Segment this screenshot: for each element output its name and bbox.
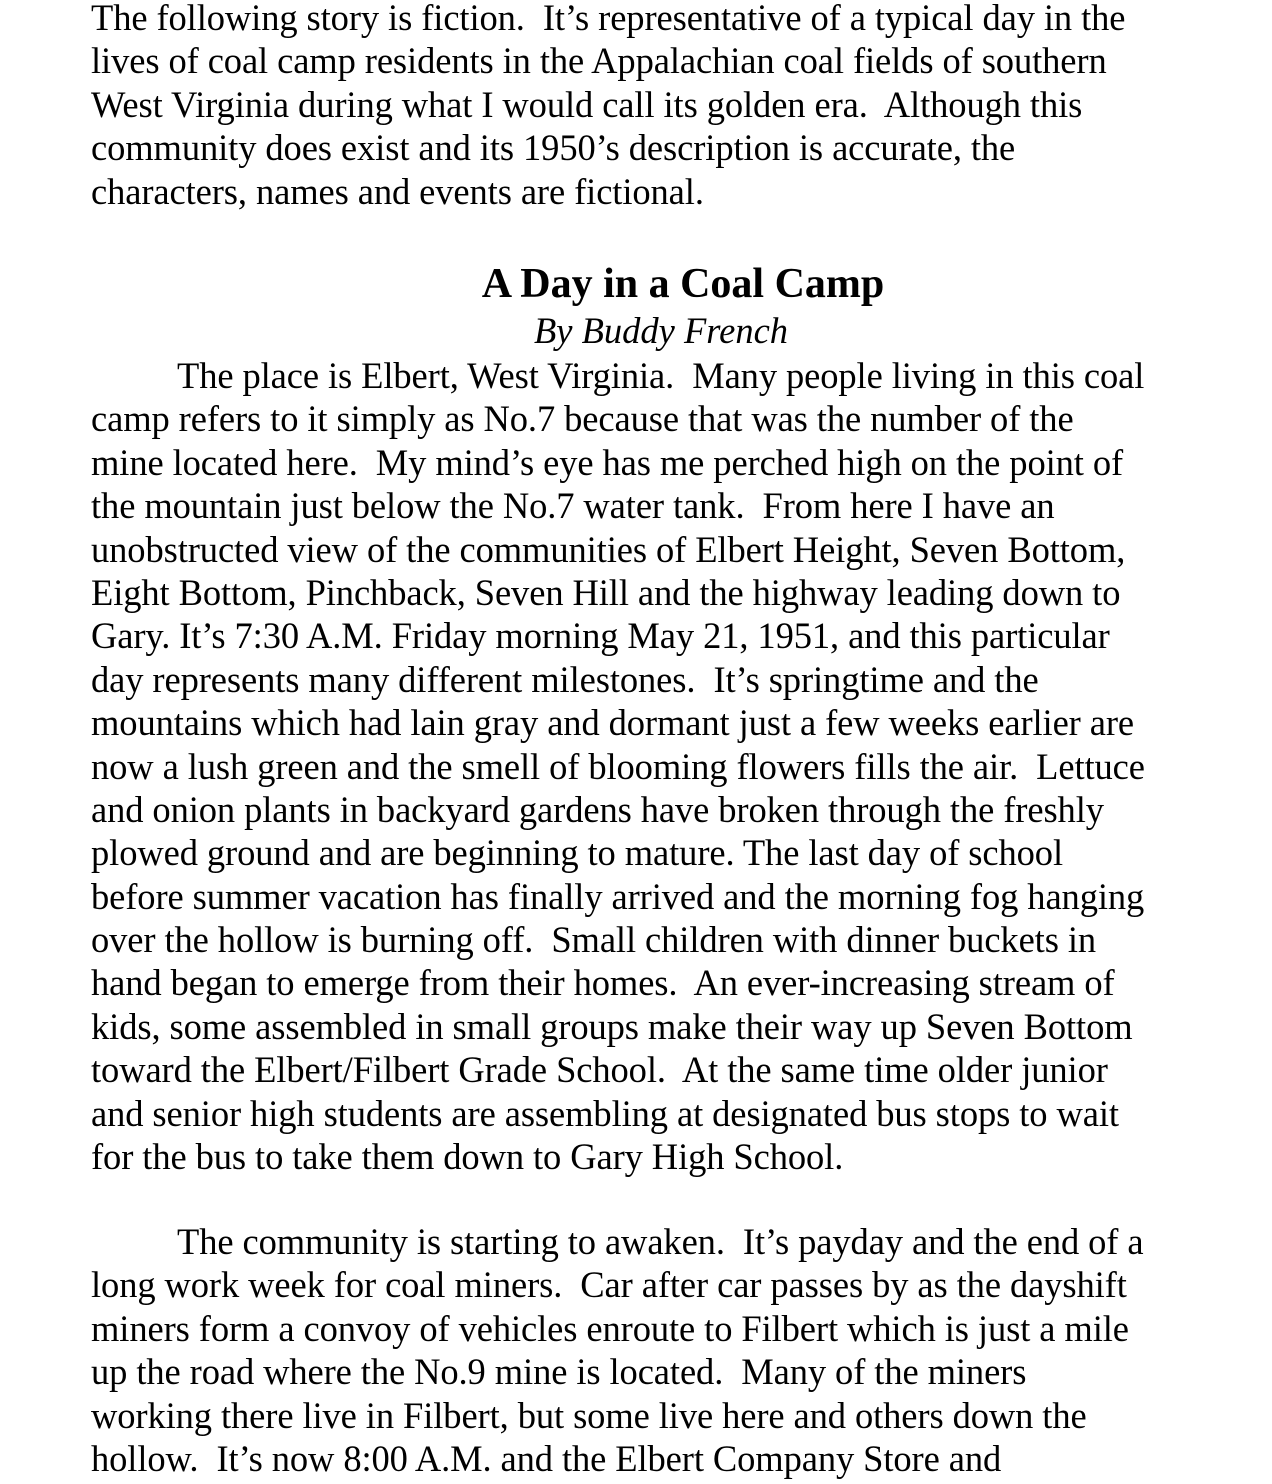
paragraph-line: hand began to emerge from their homes. An ever-increasing stream of	[91, 962, 1115, 1004]
paragraph-line: working there live in Filbert, but some live here and others down the	[91, 1394, 1087, 1436]
story-title: A Day in a Coal Camp	[481, 261, 885, 307]
paragraph-line: over the hollow is burning off. Small children with dinner buckets in	[91, 919, 1097, 961]
paragraph-line: plowed ground and are beginning to mature. The last day of school	[91, 832, 1063, 874]
paragraph-line: hollow. It’s now 8:00 A.M. and the Elbert Company Store and	[91, 1437, 1002, 1479]
paragraph-line: The place is Elbert, West Virginia. Many people living in this coal	[177, 355, 1145, 396]
paragraph-line: for the bus to take them down to Gary High School.	[91, 1136, 844, 1178]
intro-line: community does exist and its 1950’s description is accurate, the	[91, 127, 1016, 169]
body-paragraph-2	[91, 1220, 1143, 1480]
intro-line: characters, names and events are fictional.	[91, 170, 704, 212]
paragraph-line: The community is starting to awaken. It’s payday and the end of a	[177, 1221, 1144, 1262]
paragraph-line: mountains which had lain gray and dormant just a few weeks earlier are	[91, 702, 1135, 744]
intro-line: West Virginia during what I would call its golden era. Although this	[91, 83, 1083, 125]
paragraph-line: long work week for coal miners. Car after car passes by as the dayshift	[91, 1264, 1127, 1306]
paragraph-line: the mountain just below the No.7 water tank. From here I have an	[91, 485, 1055, 527]
paragraph-line: unobstructed view of the communities of Elbert Height, Seven Bottom,	[91, 528, 1126, 570]
paragraph-line: and onion plants in backyard gardens have broken through the freshly	[91, 788, 1104, 830]
intro-paragraph	[91, 0, 1125, 213]
paragraph-line: miners form a convoy of vehicles enroute to Filbert which is just a mile	[91, 1307, 1129, 1349]
paragraph-line: kids, some assembled in small groups make their way up Seven Bottom	[91, 1005, 1133, 1047]
story-byline: By Buddy French	[534, 310, 789, 351]
paragraph-line: mine located here. My mind’s eye has me perched high on the point of	[91, 441, 1124, 483]
paragraph-line: before summer vacation has finally arrived and the morning fog hanging	[91, 875, 1145, 917]
paragraph-line: camp refers to it simply as No.7 because that was the number of the	[91, 398, 1074, 440]
paragraph-line: now a lush green and the smell of blooming flowers fills the air. Lettuce	[91, 745, 1145, 787]
paragraph-line: up the road where the No.9 mine is located. Many of the miners	[91, 1351, 1027, 1393]
paragraph-line: day represents many different milestones. It’s springtime and the	[91, 658, 1039, 700]
body-paragraph-1	[91, 354, 1145, 1178]
intro-line: lives of coal camp residents in the Appalachian coal fields of southern	[91, 40, 1107, 82]
paragraph-line: Gary. It’s 7:30 A.M. Friday morning May 21, 1951, and this particular	[91, 615, 1110, 657]
paragraph-line: Eight Bottom, Pinchback, Seven Hill and the highway leading down to	[91, 571, 1121, 613]
paragraph-line: toward the Elbert/Filbert Grade School. At the same time older junior	[91, 1049, 1108, 1091]
paragraph-line: and senior high students are assembling at designated bus stops to wait	[91, 1092, 1119, 1134]
intro-line: The following story is fiction. It’s representative of a typical day in the	[91, 0, 1126, 38]
